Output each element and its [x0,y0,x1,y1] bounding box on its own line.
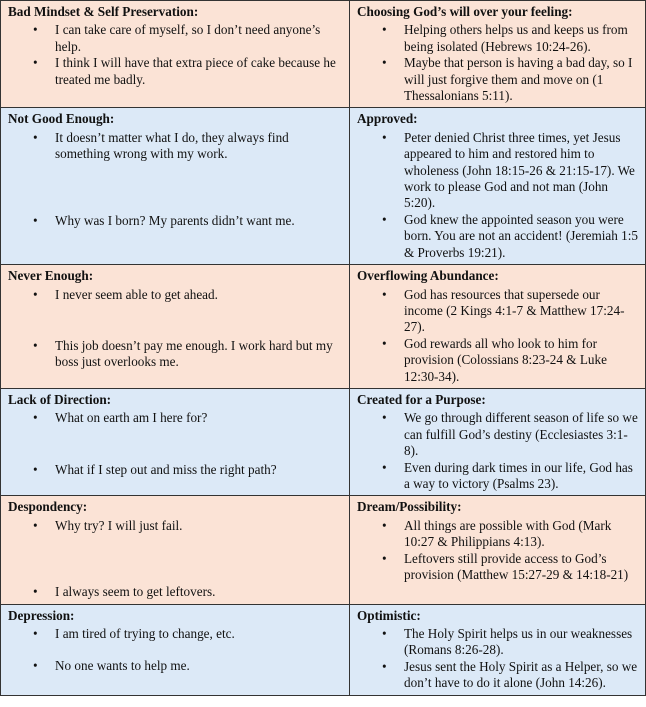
cell-heading: Bad Mindset & Self Preservation: [8,4,199,19]
list-item: • Leftovers still provide access to God’s provision (Matthew 15:27-29 & 14:18-21) [404,551,641,584]
cell-heading: Despondency: [8,499,88,515]
list-item: • Why try? I will just fail. [55,518,345,534]
bullet-list [357,410,641,492]
cell-heading: Not Good Enough: [8,111,115,127]
list-item: • It doesn’t matter what I do, they always find something wrong with my work. [55,130,345,163]
mindset-cell [1,496,350,604]
table-row [1,604,646,695]
cell-heading: Depression: [8,607,75,623]
list-item: • Helping others helps us and keeps us from being isolated (Hebrews 10:24-26). [404,22,641,55]
mindset-cell [1,265,350,389]
bullet-list [8,130,345,229]
mindset-cell [1,388,350,495]
mindset-cell [1,604,350,695]
mindset-cell [1,108,350,265]
truth-cell [350,604,646,695]
list-item: • What if I step out and miss the right path? [55,462,345,478]
list-item: • What on earth am I here for? [55,410,345,426]
bullet-list [8,410,345,478]
list-item: • God knew the appointed season you were born. You are not an accident! (Jeremiah 1:5 & Proverbs 19:21). [404,212,641,261]
cell-heading: Never Enough: [8,268,94,284]
table-row [1,265,646,389]
list-item: • I think I will have that extra piece of cake because he treated me badly. [55,55,345,88]
cell-heading: Optimistic: [357,607,421,623]
list-item: • I can take care of myself, so I don’t need anyone’s help. [55,22,345,55]
list-item: • I never seem able to get ahead. [55,287,345,303]
list-item: • God has resources that supersede our income (2 Kings 4:1-7 & Matthew 17:24-27). [404,287,641,336]
bullet-list [357,22,641,104]
bullet-list [8,22,345,88]
cell-heading: Lack of Direction: [8,391,112,407]
truth-cell [350,1,646,108]
list-item: • I always seem to get leftovers. [55,584,345,600]
list-item: • Why was I born? My parents didn’t want me. [55,213,345,229]
truth-cell [350,388,646,495]
truth-cell [350,108,646,265]
bullet-list [8,626,345,675]
list-item: • The Holy Spirit helps us in our weaknesses (Romans 8:26-28). [404,626,641,659]
list-item: • Maybe that person is having a bad day, so I will just forgive them and move on (1 Thessalonians 5:11). [404,55,641,104]
bullet-list [357,287,641,385]
table-row [1,1,646,108]
table-row [1,108,646,265]
bullet-list [357,130,641,261]
cell-heading: Dream/Possibility: [357,499,462,515]
truth-cell [350,265,646,389]
cell-heading: Overflowing Abundance: [357,268,499,284]
mindset-cell [1,1,350,108]
cell-heading: Approved: [357,111,418,127]
cell-heading: Choosing God’s will over your feeling: [357,4,573,19]
bullet-list [357,518,641,584]
list-item: • This job doesn’t pay me enough. I work hard but my boss just overlooks me. [55,338,345,371]
list-item: • Jesus sent the Holy Spirit as a Helper, so we don’t have to do it alone (John 14:26). [404,659,641,692]
list-item: • All things are possible with God (Mark 10:27 & Philippians 4:13). [404,518,641,551]
cell-heading: Created for a Purpose: [357,391,486,407]
list-item: • Even during dark times in our life, God has a way to victory (Psalms 23). [404,460,641,493]
table-row [1,496,646,604]
bullet-list [8,287,345,371]
truth-cell [350,496,646,604]
list-item: • I am tired of trying to change, etc. [55,626,345,642]
bullet-list [8,518,345,601]
list-item: • God rewards all who look to him for provision (Colossians 8:23-24 & Luke 12:30-34). [404,336,641,385]
list-item: • No one wants to help me. [55,658,345,674]
list-item: • Peter denied Christ three times, yet Jesus appeared to him and restored him to wholeness (John 18:15-26 & 21:15-17). We work to please God and not man (John 5:20). [404,130,641,212]
table-row [1,388,646,495]
bullet-list [357,626,641,692]
list-item: • We go through different season of life so we can fulfill God’s destiny (Ecclesiastes 3:1-8). [404,410,641,459]
